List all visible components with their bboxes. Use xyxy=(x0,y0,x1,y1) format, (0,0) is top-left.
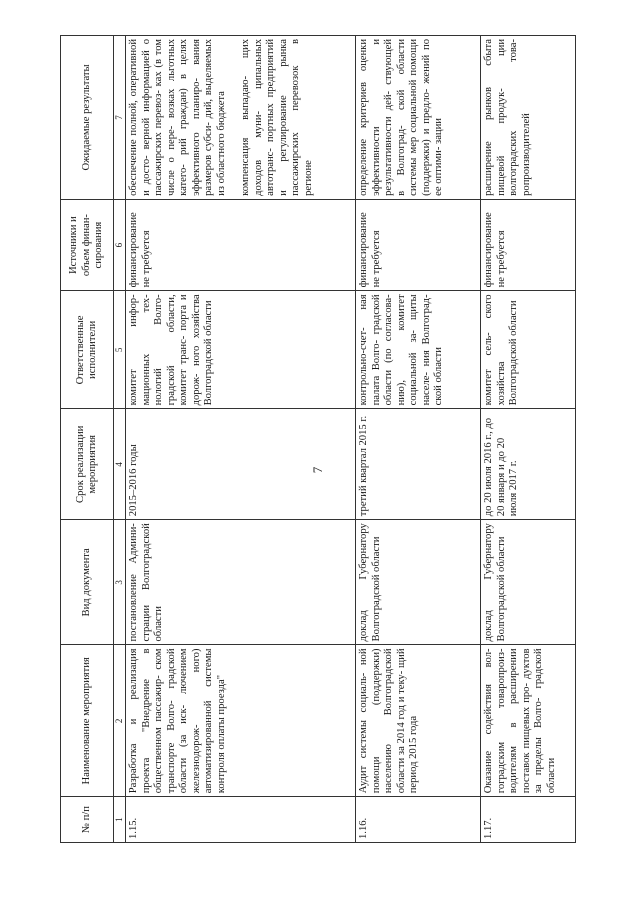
column-number: 5 xyxy=(114,291,126,409)
document-type: доклад Губернатору Волгоградской области xyxy=(356,520,481,645)
column-number: 7 xyxy=(114,36,126,200)
column-numbers-row xyxy=(114,36,126,843)
funding-source: финансирование не требуется xyxy=(481,199,576,291)
expected-results xyxy=(356,36,481,200)
header-name: Наименование мероприятия xyxy=(61,645,114,797)
column-number: 6 xyxy=(114,199,126,291)
responsible-executors: комитет инфор- мационных тех- нологий Волго- градской области, комитет транс- порта и дорож- ного хозяйства Волгоградской области xyxy=(126,291,356,409)
page-number: 7 xyxy=(310,466,325,474)
rotated-page-content xyxy=(60,35,570,843)
implementation-term: до 20 июля 2016 г., до 20 января и до 20 июля 2017 г. xyxy=(481,409,576,520)
header-funding: Источники и объем финан- сирования xyxy=(61,199,114,291)
column-number: 1 xyxy=(114,797,126,843)
table-header-row xyxy=(61,36,114,843)
row-number: 1.15. xyxy=(126,797,356,843)
document-type: постановление Админи- страции Волгоградской области xyxy=(126,520,356,645)
column-number: 2 xyxy=(114,645,126,797)
responsible-executors: контрольно-счет- ная палата Волго- градской области (по согласова- нию), комитет социальной за- щиты населе- ния Волгоград- ской области xyxy=(356,291,481,409)
responsible-executors: комитет сель- ского хозяйства Волгоградской области xyxy=(481,291,576,409)
measures-table xyxy=(60,35,576,843)
table-row xyxy=(356,36,481,843)
result-text: обеспечение полной, оперативной и досто- верной информацией о пассажирских перевоз- ках (в том числе о пере- возках льготных катего- рий граждан) в целях эффективного планиро- вания размеров субси- дий, выделяемых из областного бюджета xyxy=(128,39,227,196)
row-number: 1.17. xyxy=(481,797,576,843)
header-num: № п/п xyxy=(61,797,114,843)
funding-source: финансирование не требуется xyxy=(356,199,481,291)
header-executors: Ответственные исполнители xyxy=(61,291,114,409)
implementation-term: 2015–2016 годы xyxy=(126,409,356,520)
document-type: доклад Губернатору Волгоградской области xyxy=(481,520,576,645)
result-text: компенсация выпадаю- щих доходов муни- ципальных автотранс- портных предприятий и регулирование рынка пассажирских перевозок в регионе xyxy=(240,39,314,196)
table-row xyxy=(126,36,356,843)
column-number: 3 xyxy=(114,520,126,645)
header-doc-type: Вид документа xyxy=(61,520,114,645)
measure-name: Разработка и реализация проекта "Внедрение в общественном пассажир- ском транспорте Волго- градской области (за иск- лючением железнодорож- ного) автоматизированной системы контроля оплаты проезда" xyxy=(126,645,356,797)
implementation-term: третий квартал 2015 г. xyxy=(356,409,481,520)
measure-name: Аудит системы социаль- ной помощи (поддержки) населению Волгоградской области за 2014 год и теку- щий период 2015 года xyxy=(356,645,481,797)
funding-source: финансирование не требуется xyxy=(126,199,356,291)
measure-name: Оказание содействия вол- гоградским товаропроиз- водителям в расширении поставок пищевых про- дуктов за пределы Волго- градской области xyxy=(481,645,576,797)
result-text: определение критериев оценки эффективности и результативности дей- ствующей в Волгоград- ской области системы мер социальной помощи (поддержки) и предло- жений по ее оптими- зации xyxy=(358,39,444,196)
header-term: Срок реализации мероприятия xyxy=(61,409,114,520)
expected-results xyxy=(481,36,576,200)
expected-results xyxy=(126,36,356,200)
header-results: Ожидаемые результаты xyxy=(61,36,114,200)
column-number: 4 xyxy=(114,409,126,520)
row-number: 1.16. xyxy=(356,797,481,843)
result-text: расширение рынков сбыта пищевой продук- ции волгоградских това- ропроизводителей xyxy=(483,39,532,196)
table-row xyxy=(481,36,576,843)
